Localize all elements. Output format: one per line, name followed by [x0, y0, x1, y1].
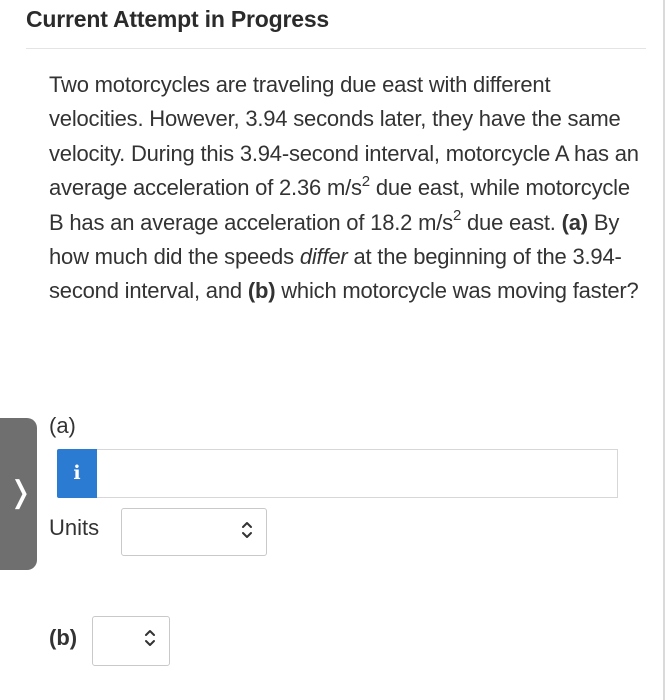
part-b-label: (b): [49, 625, 78, 650]
superscript: 2: [452, 207, 462, 225]
up-down-chevron-icon: [240, 519, 254, 548]
part-b-marker: (b): [247, 278, 276, 304]
panel-border: [663, 0, 665, 700]
question-segment: Two motorcycles are traveling due east with different velocities. However, 3.94 seconds later, they have the same velocity. During this 3.94-second interval, motorcycle A has an average acceleration of 2.36 m/s: [49, 72, 639, 201]
part-a-marker: (a): [561, 209, 588, 235]
info-button[interactable]: i: [57, 449, 97, 498]
up-down-chevron-icon: [240, 519, 254, 541]
part-a-label: (a): [49, 413, 76, 438]
page-title: Current Attempt in Progress: [26, 6, 330, 32]
question-segment: By how much did the speeds: [49, 209, 620, 270]
question-text: [49, 68, 639, 309]
units-select[interactable]: [121, 508, 267, 556]
question-segment: due east, while motorcycle B has an average acceleration of 18.2 m/s: [49, 175, 630, 235]
superscript: 2: [361, 172, 370, 190]
question-segment: at the beginning of the 3.94-second interval, and: [49, 244, 622, 304]
faster-motorcycle-select[interactable]: [92, 616, 170, 666]
header-divider: [26, 48, 646, 49]
emphasis-differ: differ: [299, 244, 348, 270]
units-label: Units: [49, 515, 100, 540]
up-down-chevron-icon: [143, 627, 157, 656]
question-segment: due east.: [461, 209, 562, 235]
answer-input-a[interactable]: [97, 449, 618, 498]
chevron-right-icon: ❭: [8, 475, 34, 510]
question-segment: which motorcycle was moving faster?: [275, 278, 639, 304]
up-down-chevron-icon: [143, 627, 157, 649]
side-panel-toggle[interactable]: [0, 418, 37, 570]
